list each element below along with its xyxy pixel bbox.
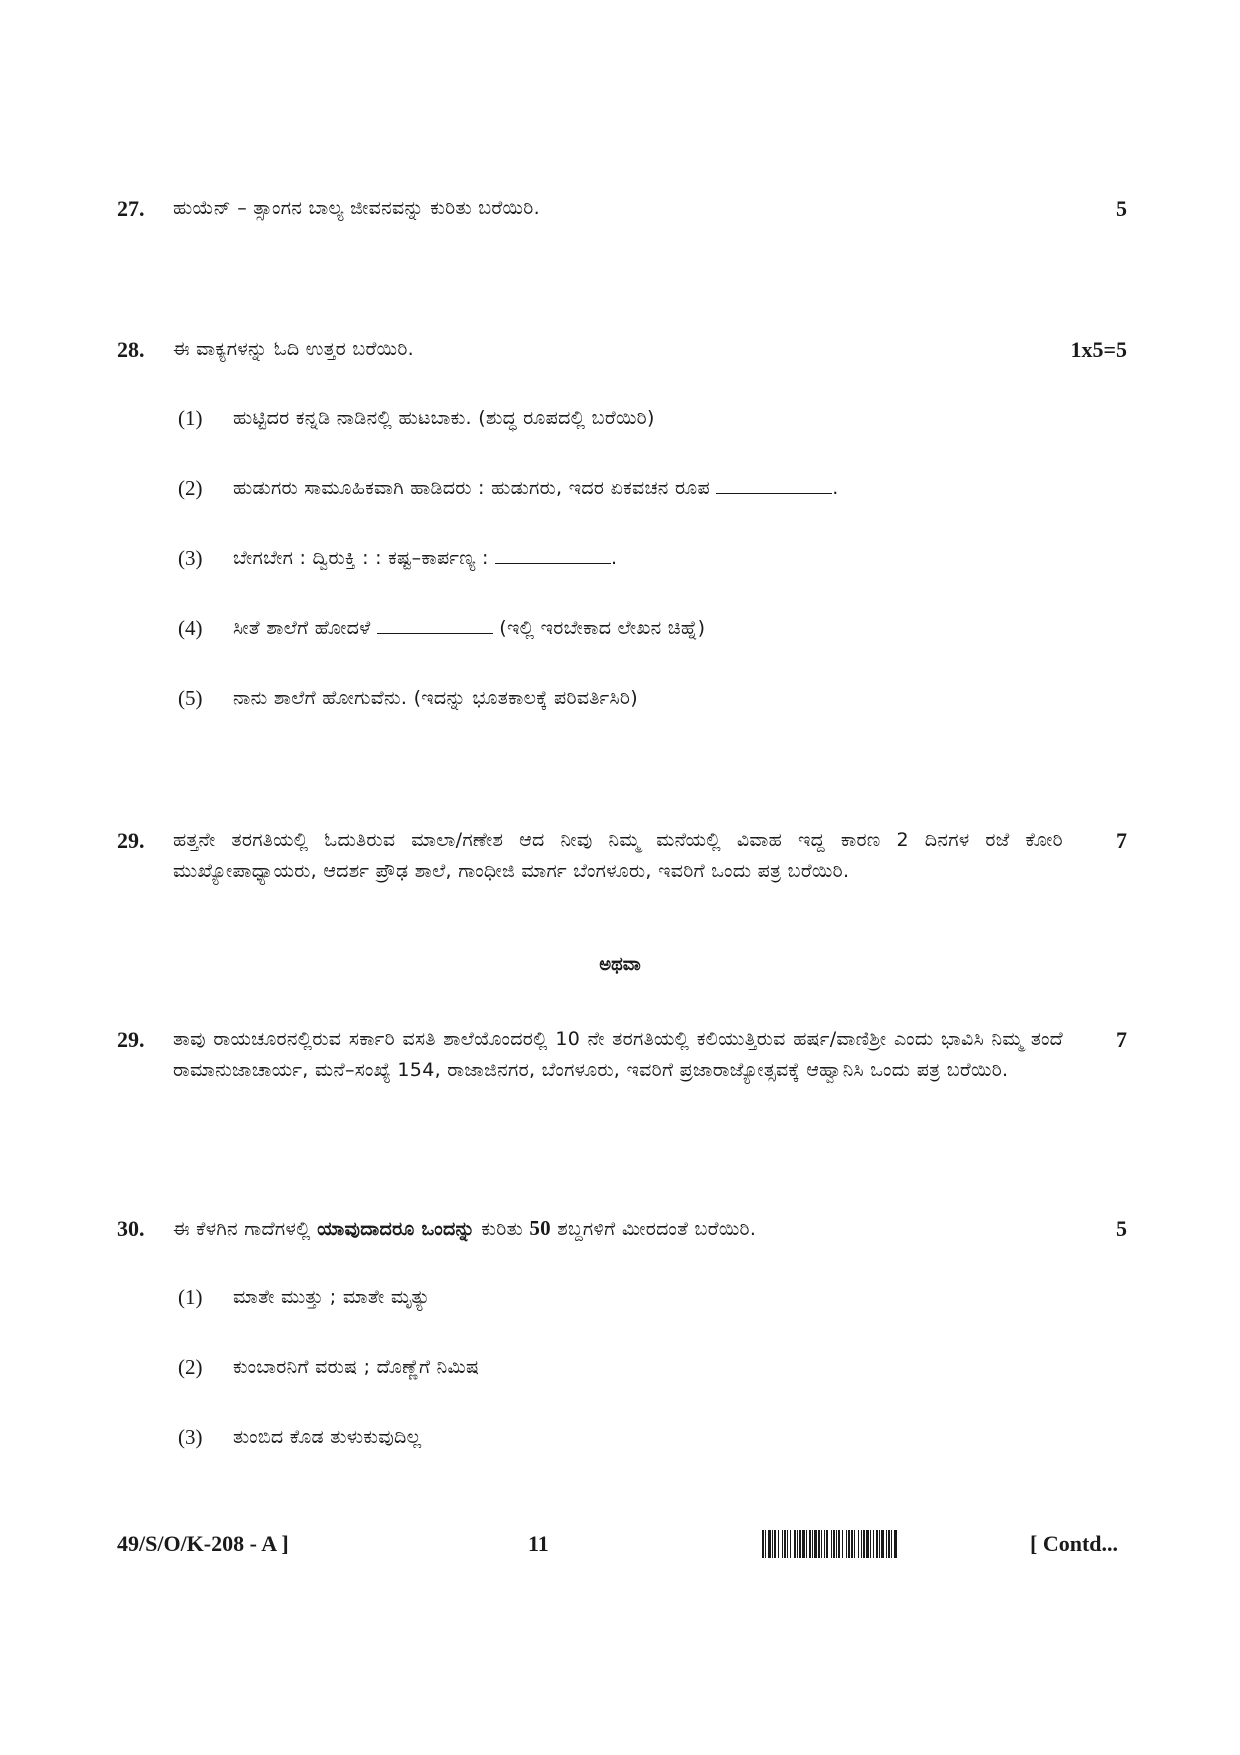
- text-part: ಶಬ್ದಗಳಿಗೆ ಮೀರದಂತೆ ಬರೆಯಿರಿ.: [557, 1218, 757, 1240]
- question-marks: 1x5=5: [1070, 337, 1127, 362]
- item-text: ಬೇಗಬೇಗ : ದ್ವಿರುಕ್ತಿ : : ಕಷ್ಟ–ಕಾರ್ಪಣ್ಯ :: [233, 547, 489, 569]
- item-text: ಕುಂಬಾರನಿಗೆ ವರುಷ ; ದೊಣ್ಣೆಗೆ ನಿಮಿಷ: [233, 1356, 480, 1378]
- question-text: [173, 1213, 1073, 1245]
- item-text: ತುಂಬಿದ ಕೊಡ ತುಳುಕುವುದಿಲ್ಲ: [233, 1426, 422, 1448]
- question-29-option-b: [117, 1024, 1127, 1119]
- question-number: 29.: [117, 828, 145, 853]
- question-text: ಹತ್ತನೇ ತರಗತಿಯಲ್ಲಿ ಓದುತಿರುವ ಮಾಲಾ/ಗಣೇಶ ಆದ ನೀವು ನಿಮ್ಮ ಮನೆಯಲ್ಲಿ ವಿವಾಹ ಇದ್ದ ಕಾರಣ 2 ದಿನಗಳ ರಜೆ ಕೋರಿ ಮುಖ್ಯೋಪಾಧ್ಯಾಯರು, ಆದರ್ಶ ಪ್ರೌಢ ಶಾಲೆ, ಗಾಂಧೀಜಿ ಮಾರ್ಗ ಬೆಂಗಳೂರು, ಇವರಿಗೆ ಒಂದು ಪತ್ರ ಬರೆಯಿರಿ.: [173, 829, 1063, 882]
- text-emphasis: ಯಾವುದಾದರೂ ಒಂದನ್ನು: [317, 1218, 476, 1240]
- question-text: ತಾವು ರಾಯಚೂರನಲ್ಲಿರುವ ಸರ್ಕಾರಿ ವಸತಿ ಶಾಲೆಯೊಂದರಲ್ಲಿ 10 ನೇ ತರಗತಿಯಲ್ಲಿ ಕಲಿಯುತ್ತಿರುವ ಹರ್ಷ/ವಾಣಿಶ್ರೀ ಎಂದು ಭಾವಿಸಿ ನಿಮ್ಮ ತಂದೆ ರಾಮಾನುಜಾಚಾರ್ಯ, ಮನೆ–ಸಂಖ್ಯೆ 154, ರಾಜಾಜಿನಗರ, ಬೆಂಗಳೂರು, ಇವರಿಗೆ ಪ್ರಜಾರಾಜ್ಯೋತ್ಸವಕ್ಕೆ ಆಹ್ವಾನಿಸಿ ಒಂದು ಪತ್ರ ಬರೆಯಿರಿ.: [173, 1028, 1063, 1081]
- question-marks: 5: [1116, 196, 1127, 221]
- item-number: (1): [178, 406, 203, 430]
- item-number: (2): [178, 1355, 203, 1379]
- item-suffix: .: [832, 477, 839, 499]
- question-text: ಈ ವಾಕ್ಯಗಳನ್ನು ಓದಿ ಉತ್ತರ ಬರೆಯಿರಿ.: [173, 338, 415, 360]
- continued-label: [ Contd...: [1030, 1531, 1119, 1556]
- question-number: 27.: [117, 196, 145, 221]
- item-suffix: .: [611, 547, 618, 569]
- item-text: ಮಾತೇ ಮುತ್ತು ; ಮಾತೇ ಮೃತ್ಯು: [233, 1286, 431, 1308]
- question-marks: 5: [1116, 1216, 1127, 1241]
- answer-blank: [716, 475, 832, 494]
- item-text: ನಾನು ಶಾಲೆಗೆ ಹೋಗುವೆನು. (ಇದನ್ನು ಭೂತಕಾಲಕ್ಕೆ ಪರಿವರ್ತಿಸಿರಿ): [233, 687, 638, 709]
- question-marks: 7: [1116, 828, 1127, 853]
- item-text: ಹುಡುಗರು ಸಾಮೂಹಿಕವಾಗಿ ಹಾಡಿದರು : ಹುಡುಗರು, ಇದರ ಏಕವಚನ ರೂಪ: [233, 477, 710, 499]
- question-text: ಹುಯೆನ್ – ತ್ಸಾಂಗನ ಬಾಲ್ಯ ಜೀವನವನ್ನು ಕುರಿತು ಬರೆಯಿರಿ.: [173, 197, 540, 219]
- item-number: (1): [178, 1285, 203, 1309]
- item-number: (3): [178, 546, 203, 570]
- item-text-with-blank: [233, 613, 705, 644]
- or-label: ಅಥವಾ: [599, 954, 641, 975]
- word-count: 50: [529, 1216, 551, 1240]
- item-text-with-blank: [233, 543, 617, 574]
- text-part: ಈ ಕೆಳಗಿನ ಗಾದೆಗಳಲ್ಲಿ: [173, 1218, 311, 1240]
- item-number: (4): [178, 616, 203, 640]
- item-text: ಹುಟ್ಟಿದರ ಕನ್ನಡಿ ನಾಡಿನಲ್ಲಿ ಹುಟಬಾಕು. (ಶುದ್ಧ ರೂಪದಲ್ಲಿ ಬರೆಯಿರಿ): [233, 407, 655, 429]
- barcode-bar: [897, 1530, 898, 1558]
- question-number: 29.: [117, 1027, 145, 1052]
- page-number: 11: [528, 1531, 549, 1556]
- barcode-icon: [762, 1530, 1023, 1558]
- question-number: 30.: [117, 1216, 145, 1241]
- item-number: (2): [178, 476, 203, 500]
- paper-code: 49/S/O/K-208 - A ]: [117, 1531, 289, 1556]
- text-part: ಕುರಿತು: [481, 1218, 523, 1240]
- question-number: 28.: [117, 337, 145, 362]
- item-number: (5): [178, 686, 203, 710]
- answer-blank: [495, 545, 611, 564]
- answer-blank: [377, 615, 493, 634]
- item-suffix: (ಇಲ್ಲಿ ಇರಬೇಕಾದ ಲೇಖನ ಚಿಹ್ನೆ): [499, 617, 706, 639]
- item-text-with-blank: [233, 473, 839, 504]
- question-29-option-a: [117, 825, 1127, 920]
- item-text: ಸೀತೆ ಶಾಲೆಗೆ ಹೋದಳೆ: [233, 617, 371, 639]
- item-number: (3): [178, 1425, 203, 1449]
- question-marks: 7: [1116, 1027, 1127, 1052]
